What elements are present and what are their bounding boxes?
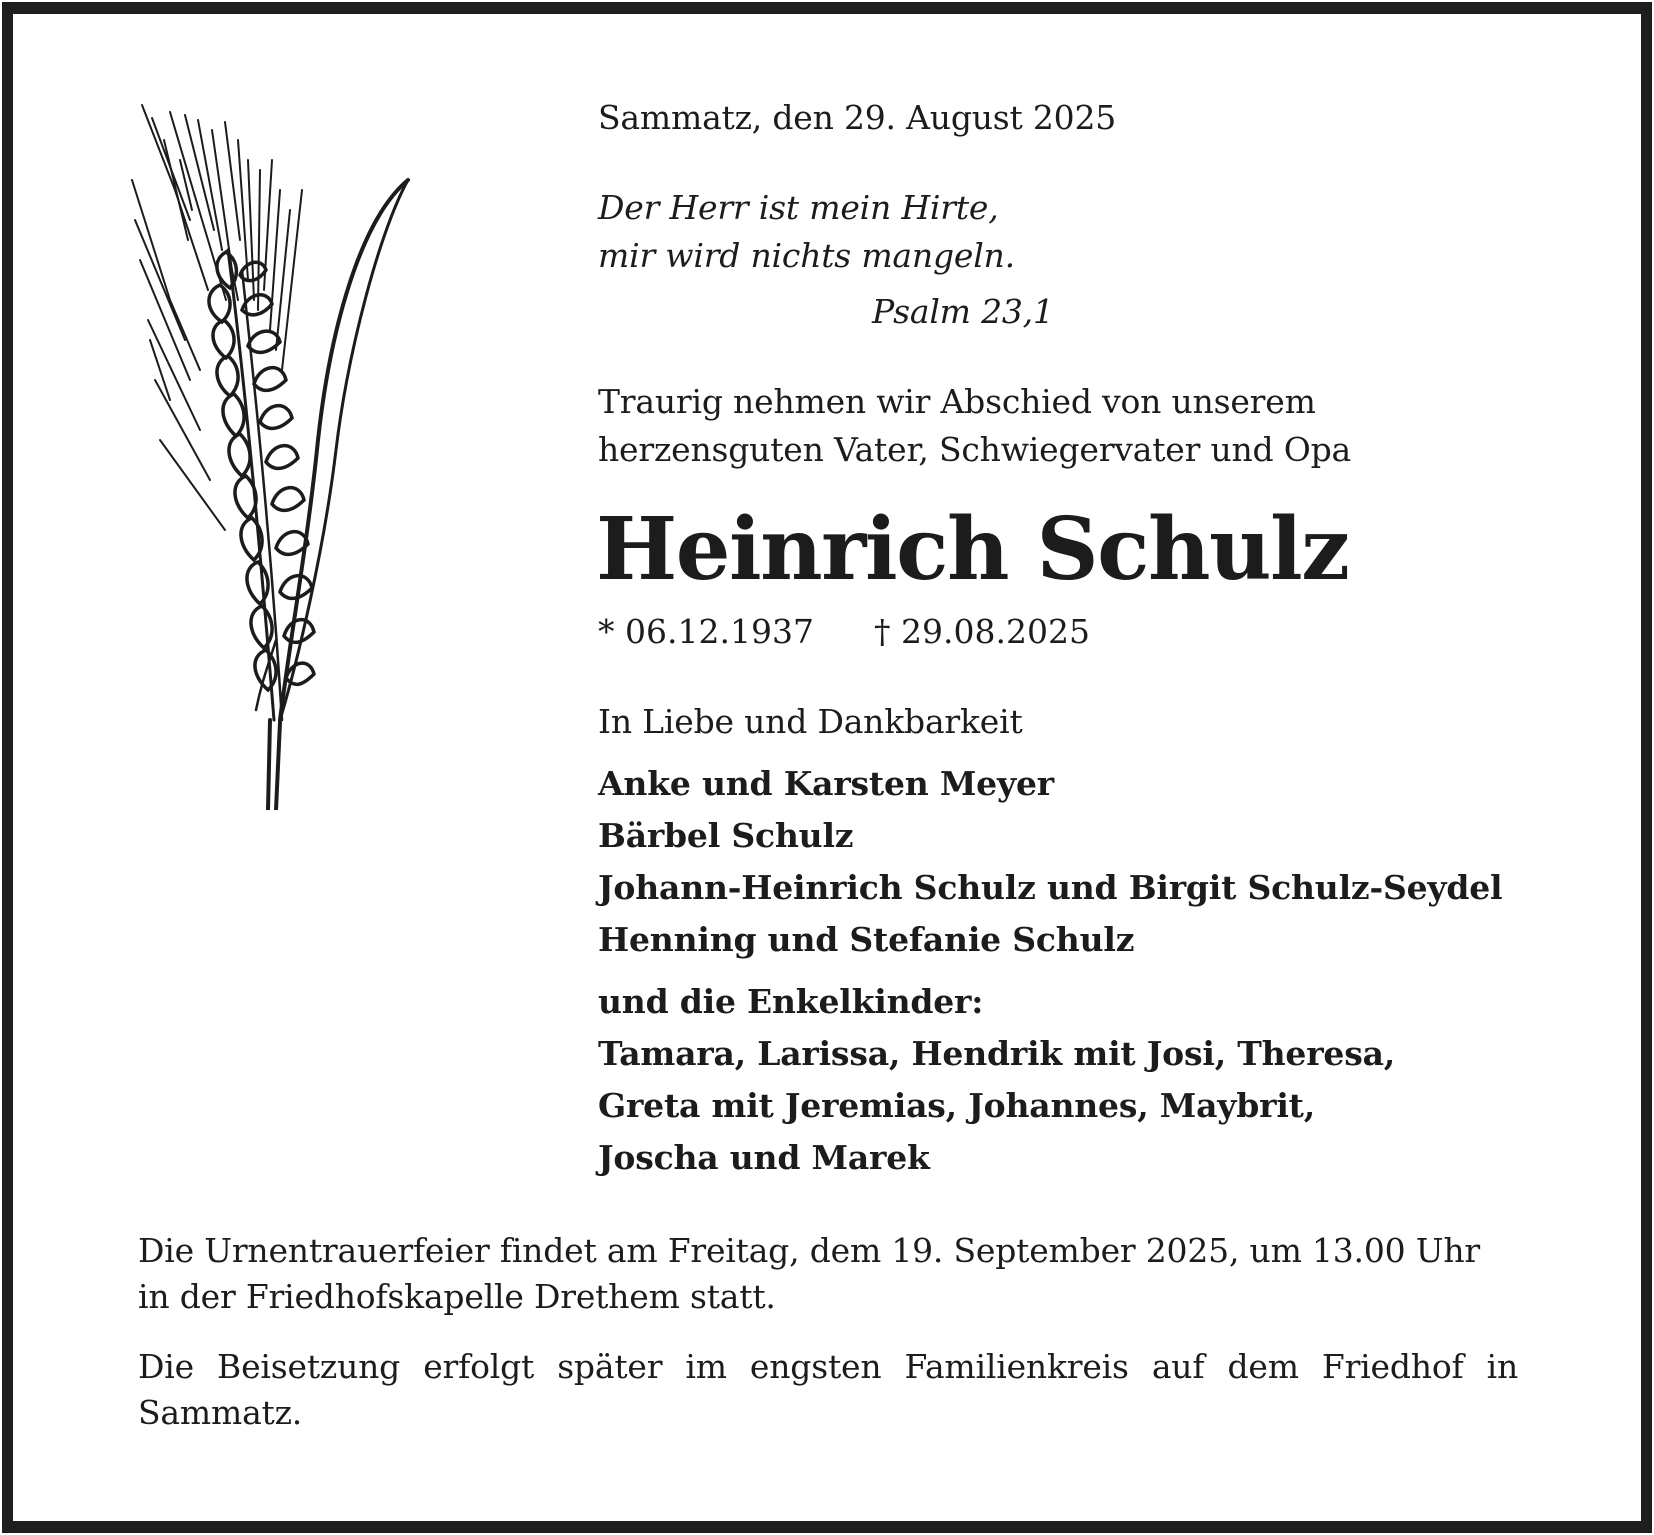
grandchildren-label: und die Enkelkinder: [598, 982, 984, 1021]
intro-line-2: herzensguten Vater, Schwiegervater und Opa [598, 430, 1352, 469]
grandchildren-line: Greta mit Jeremias, Johannes, Maybrit, [598, 1086, 1315, 1125]
death-date: † 29.08.2025 [874, 612, 1090, 651]
service-paragraph: Die Urnentrauerfeier findet am Freitag, dem 19. September 2025, um 13.00 Uhr in der Friedhofskapelle Drethem statt. [138, 1231, 1480, 1316]
birth-date: * 06.12.1937 [598, 612, 814, 651]
mourner-family: Johann-Heinrich Schulz und Birgit Schulz-Seydel [598, 868, 1503, 907]
grandchildren-line: Tamara, Larissa, Hendrik mit Josi, Theresa, [598, 1034, 1396, 1073]
burial-paragraph: Die Beisetzung erfolgt später im engsten Familienkreis auf dem Friedhof in Sammatz. [138, 1347, 1518, 1432]
wheat-ear-icon [130, 100, 440, 810]
intro-line-1: Traurig nehmen wir Abschied von unserem [598, 382, 1316, 421]
verse-reference: Psalm 23,1 [872, 292, 1054, 331]
mourner-family: Bärbel Schulz [598, 816, 854, 855]
mourner-family: Henning und Stefanie Schulz [598, 920, 1135, 959]
deceased-name: Heinrich Schulz [596, 499, 1349, 600]
mourner-family: Anke und Karsten Meyer [598, 764, 1054, 803]
place-date: Sammatz, den 29. August 2025 [598, 98, 1117, 137]
verse-line-2: mir wird nichts mangeln. [598, 236, 1015, 275]
mourners-intro: In Liebe und Dankbarkeit [598, 702, 1023, 741]
verse-line-1: Der Herr ist mein Hirte, [598, 188, 999, 227]
grandchildren-line: Joscha und Marek [598, 1138, 930, 1177]
